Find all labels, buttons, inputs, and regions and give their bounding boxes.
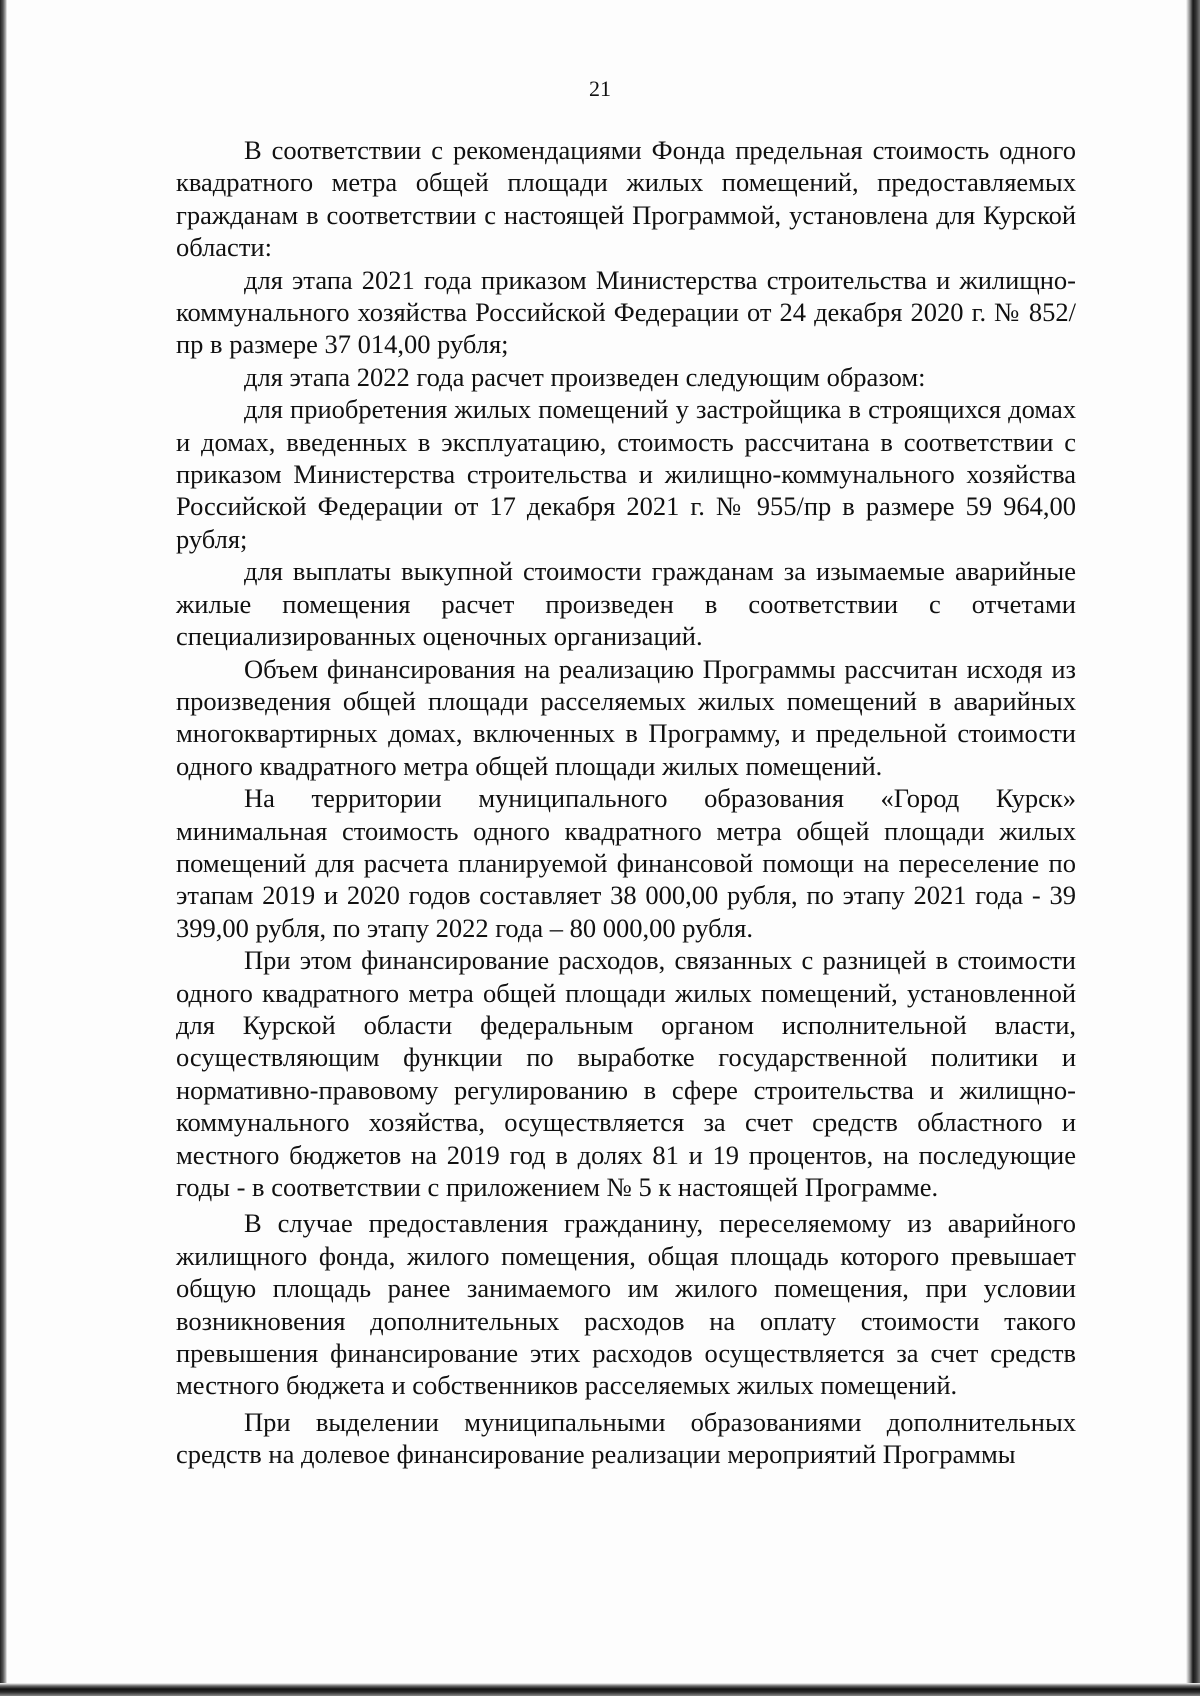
scan-edge-right (1186, 0, 1200, 1696)
scan-edge-left (0, 0, 7, 1696)
body-text (176, 134, 1076, 1471)
paragraph: В соответствии с рекомендациями Фонда предельная стоимость одного квадратного метра общей площади жилых помещений, предоставляемых гражданам в соответствии с настоящей Программой, установлена для Курской области: (176, 135, 1076, 263)
paragraph: для этапа 2021 года приказом Министерства строительства и жилищно-коммунального хозяйства Российской Федерации от 24 декабря 2020 г. № 852/пр в размере 37 014,00 рубля; (176, 264, 1076, 360)
paragraph: для выплаты выкупной стоимости гражданам за изымаемые аварийные жилые помещения расчет произведен в соответствии с отчетами специализированных оценочных организаций. (176, 556, 1076, 652)
page-number: 21 (589, 76, 611, 101)
paragraph: Объем финансирования на реализацию Программы рассчитан исходя из произведения общей площади расселяемых жилых помещений в аварийных многоквартирных домах, включенных в Программу, и предельной стоимости одного квадратного метра общей площади жилых помещений. (176, 653, 1076, 781)
paragraph: На территории муниципального образования «Город Курск» минимальная стоимость одного квадратного метра общей площади жилых помещений для расчета планируемой финансовой помощи на переселение по этапам 2019 и 2020 годов составляет 38 000,00 рубля, по этапу 2021 года - 39 399,00 рубля, по этапу 2022 года – 80 000,00 рубля. (176, 783, 1076, 943)
paragraph: В случае предоставления гражданину, переселяемому из аварийного жилищного фонда, жилого помещения, общая площадь которого превышает общую площадь ранее занимаемого им жилого помещения, при условии возникновения дополнительных расходов на оплату стоимости такого превышения финансирование этих расходов осуществляется за счет средств местного бюджета и собственников расселяемых жилых помещений. (176, 1208, 1076, 1401)
paragraph: для этапа 2022 года расчет произведен следующим образом: (244, 361, 926, 392)
paragraph: При этом финансирование расходов, связанных с разницей в стоимости одного квадратного метра общей площади жилых помещений, установленной для Курской области федеральным органом исполнительной власти, осуществляющим функции по выработке государственной политики и нормативно-правовому регулированию в сфере строительства и жилищно-коммунального хозяйства, осуществляется за счет средств областного и местного бюджетов на 2019 год в долях 81 и 19 процентов, на последующие годы - в соответствии с приложением № 5 к настоящей Программе. (176, 945, 1076, 1202)
paragraph: При выделении муниципальными образованиями дополнительных средств на долевое финансирование реализации мероприятий Программы (176, 1406, 1076, 1470)
paragraph: для приобретения жилых помещений у застройщика в строящихся домах и домах, введенных в эксплуатацию, стоимость рассчитана в соответствии с приказом Министерства строительства и жилищно-коммунального хозяйства Российской Федерации от 17 декабря 2021 г. № 955/пр в размере 59 964,00 рубля; (176, 394, 1076, 554)
scan-edge-bottom (0, 1683, 1200, 1696)
